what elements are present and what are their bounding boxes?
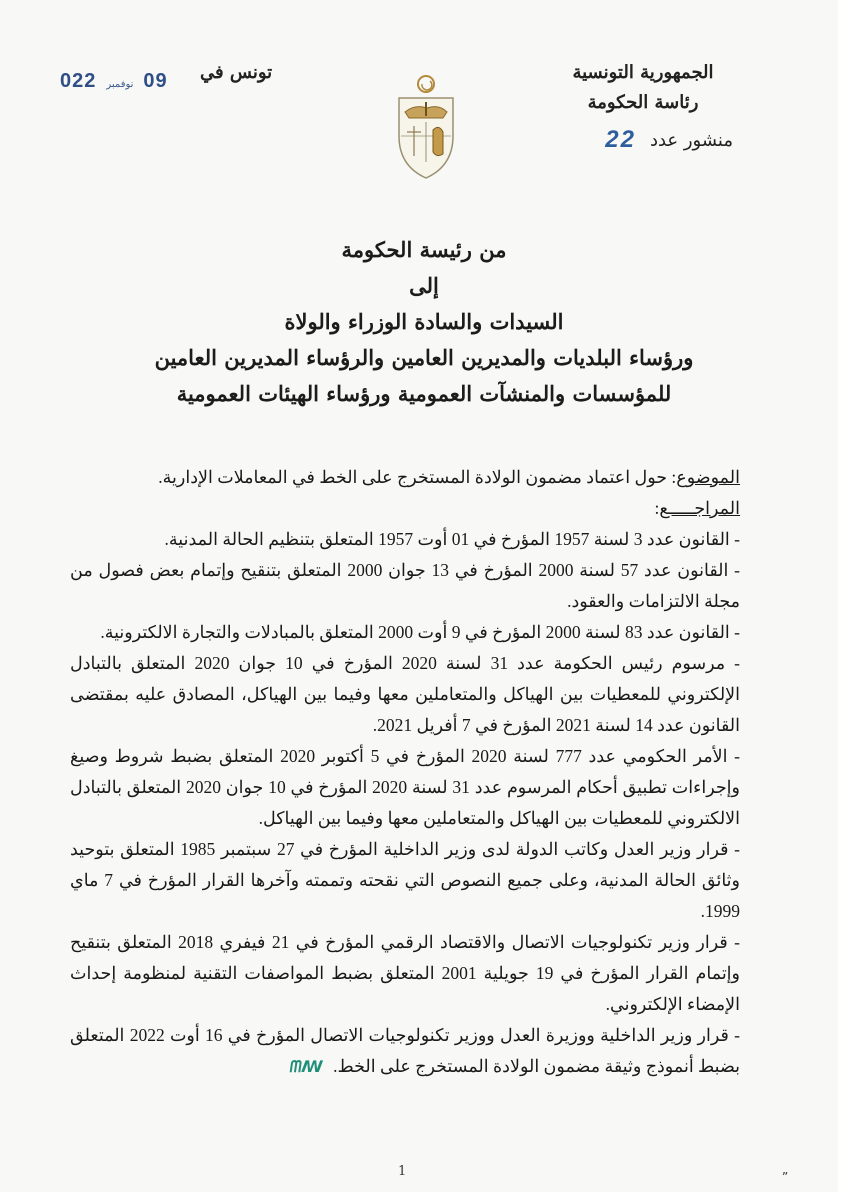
date-year: 022: [60, 70, 97, 92]
coat-of-arms-icon: [393, 74, 459, 184]
place-label: تونس في: [200, 62, 273, 83]
republic-title: الجمهورية التونسية: [572, 62, 714, 83]
reference-item: - القانون عدد 83 لسنة 2000 المؤرخ في 9 أوت 2000 المتعلق بالمبادلات والتجارة الالكترونية.: [100, 622, 740, 642]
addressee-block: [100, 232, 748, 412]
references-heading: المراجـــــع:: [654, 498, 740, 518]
document-body: [70, 462, 740, 1082]
scan-edge-bottom: [0, 1192, 848, 1200]
circular-number-stamp: 22: [605, 126, 636, 153]
date-month: نوفمبر: [106, 79, 134, 90]
reference-item: - القانون عدد 3 لسنة 1957 المؤرخ في 01 أوت 1957 المتعلق بتنظيم الحالة المدنية.: [164, 529, 740, 549]
issuer-block: [558, 58, 728, 118]
page-number: 1: [398, 1164, 407, 1179]
references-label: المراجـــــع: [659, 498, 740, 518]
recipients-line-2: ورؤساء البلديات والمديرين العامين والرؤساء المديرين العامين: [154, 345, 694, 370]
reference-item: - الأمر الحكومي عدد 777 لسنة 2020 المؤرخ في 5 أكتوبر 2020 المتعلق بضبط شروط وصيغ وإجراءات تطبيق أحكام المرسوم عدد 31 لسنة 2020 المؤرخ في 10 جوان 2020 المتعلق بالتبادل الالكتروني للمعطيات بين الهياكل والمتعاملين معها وفيما بين الهياكل.: [70, 746, 740, 828]
reference-item-last: [70, 1020, 740, 1082]
reference-item: - قرار وزير تكنولوجيات الاتصال والاقتصاد الرقمي المؤرخ في 21 فيفري 2018 المتعلق بتنقيح وإتمام القرار المؤرخ في 19 جويلية 2001 المتعلق بضبط المواصفات التقنية لمنظومة إحداث الإمضاء الإلكتروني.: [70, 932, 740, 1014]
recipients-line-1: السيدات والسادة الوزراء والولاة: [284, 309, 564, 334]
presidency-title: رئاسة الحكومة: [587, 92, 699, 113]
to-line: إلى: [409, 273, 439, 298]
corner-mark: ”: [782, 1170, 789, 1184]
subject-line: [70, 462, 740, 493]
date-day: 09: [143, 70, 168, 92]
circular-label: منشور عدد: [649, 129, 733, 151]
recipients-line-3: للمؤسسات والمنشآت العمومية ورؤساء الهيئات العمومية: [176, 381, 672, 406]
date-stamp: [60, 70, 168, 93]
reference-item: - قرار وزير العدل وكاتب الدولة لدى وزير الداخلية المؤرخ في 27 سبتمبر 1985 المتعلق بتوحيد وثائق الحالة المدنية، وعلى جميع النصوص التي نقحته وتممته وآخرها القرار المؤرخ في 7 ماي 1999.: [70, 839, 741, 921]
subject-text: : حول اعتماد مضمون الولادة المستخرج على الخط في المعاملات الإدارية.: [158, 467, 677, 487]
reference-item-text: - قرار وزير الداخلية ووزيرة العدل ووزير تكنولوجيات الاتصال المؤرخ في 16 أوت 2022 المتعلق بضبط أنموذج وثيقة مضمون الولادة المستخرج على الخط.: [70, 1025, 740, 1076]
circular-number-line: [605, 126, 733, 154]
subject-label: الموضوع: [676, 467, 740, 487]
reference-item: - القانون عدد 57 لسنة 2000 المؤرخ في 13 جوان 2000 المتعلق بتنقيح وإتمام بعض فصول من مجلة الالتزامات والعقود.: [70, 560, 741, 611]
reference-item: - مرسوم رئيس الحكومة عدد 31 لسنة 2020 المؤرخ في 10 جوان 2020 المتعلق بالتبادل الإلكتروني للمعطيات بين الهياكل والمتعاملين معها وفيما بين الهياكل، المصادق عليه بمقتضى القانون عدد 14 لسنة 2021 المؤرخ في 7 أفريل 2021.: [70, 653, 741, 735]
sender-line: من رئيسة الحكومة: [341, 237, 507, 262]
scan-edge-right: [838, 0, 848, 1200]
handwritten-initials: ᗰꟿ: [288, 1057, 325, 1076]
